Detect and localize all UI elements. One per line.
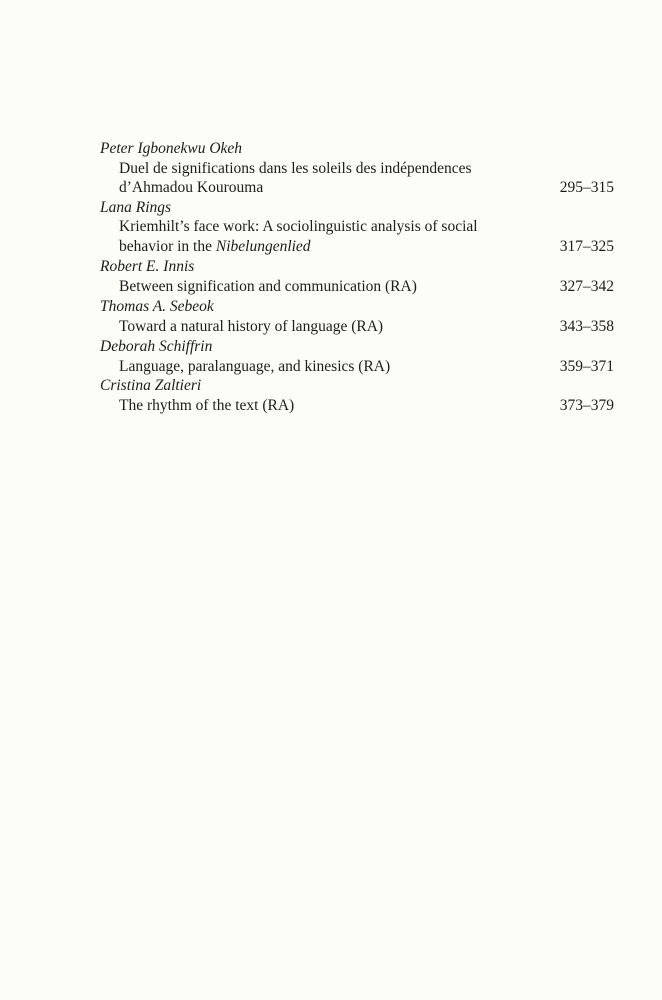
title-line [100,317,614,337]
article-title: Between signification and communication (RA) [119,277,417,295]
page-range: 327–342 [559,277,614,295]
article-title: Kriemhilt’s face work: A sociolinguistic analysis of social [119,218,478,235]
title-line [100,396,614,416]
article-title: Toward a natural history of language (RA) [119,317,384,335]
page-range: 295–315 [559,179,614,196]
work-title-italic: Nibelungenlied [215,237,311,255]
article-title: d’Ahmadou Kourouma [119,179,264,196]
article-title: The rhythm of the text (RA) [119,396,295,414]
article-title: Language, paralanguage, and kinesics (RA) [119,357,391,375]
title-line [100,217,614,237]
toc-entry [100,198,614,257]
article-title-with-italic [119,237,311,257]
table-of-contents [100,139,614,415]
author-name: Deborah Schiffrin [100,338,213,355]
article-title: behavior in the [119,237,216,255]
page-range: 343–358 [559,317,614,335]
article-title: Duel de significations dans les soleils des indépendences [119,159,472,177]
toc-entry [100,297,614,336]
title-line [100,159,614,179]
title-line [100,178,614,198]
toc-entry [100,376,614,415]
toc-entry [100,139,614,198]
author-name: Thomas A. Sebeok [100,298,214,315]
title-line [100,237,614,257]
toc-entry [100,257,614,296]
toc-entry [100,337,614,376]
author-name: Lana Rings [100,198,172,216]
title-line [100,277,614,297]
author-name: Peter Igbonekwu Okeh [100,140,243,157]
author-name: Robert E. Innis [100,258,195,275]
page-range: 359–371 [559,357,614,375]
author-name: Cristina Zaltieri [100,377,202,394]
page-range: 317–325 [559,237,614,255]
title-line [100,357,614,377]
page-range: 373–379 [559,396,614,414]
